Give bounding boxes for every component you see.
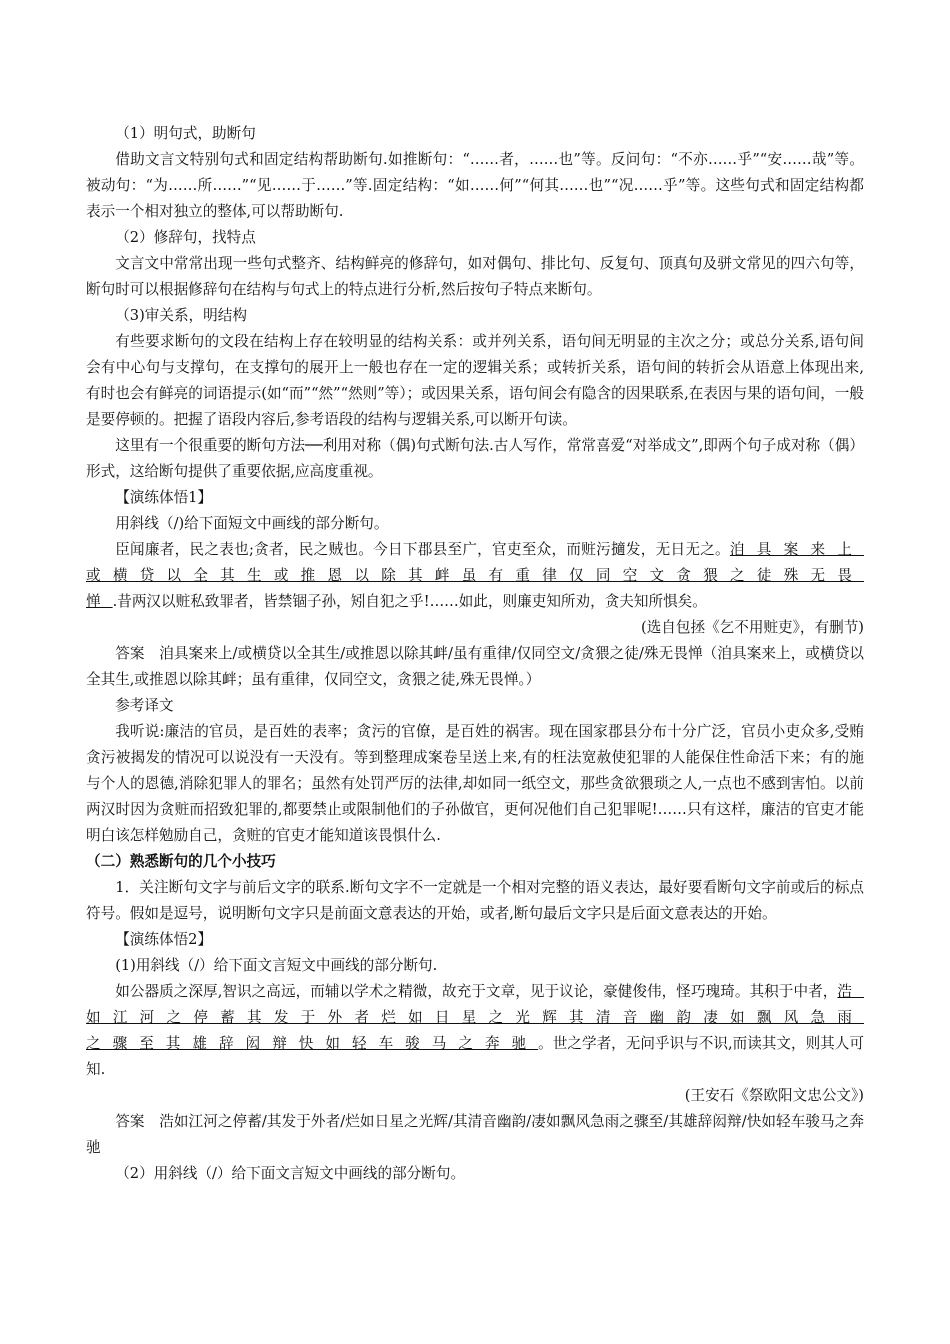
exercise-2-underlined-passage: 浩如江河之停蓄其发于外者烂如日星之光辉其清音幽韵凄如飘风急雨之骤至其雄辞闳辩快如轻车骏马之奔驰: [86, 983, 864, 1052]
exercise-1-translation-label: 参考译文: [115, 697, 174, 714]
exercise-1-underlined-passage: 洎具案来上或横贷以全其生或推恩以除其衅虽有重律仅同空文贪猥之徒殊无畏惮: [86, 541, 864, 610]
document-body: [86, 121, 864, 1187]
exercise-1-translation: 我听说:廉洁的官员，是百姓的表率；贪污的官僚，是百姓的祸害。现在国家郡县分布十分广泛，官员小吏众多,受贿贪污被揭发的情况可以说没有一天没有。等到整理成案卷呈送上来,有的枉法宽赦使犯罪的人能保住性命活下来；有的施与个人的恩德,消除犯罪人的罪名；虽然有处罚严厉的法律,却如同一纸空文，那些贪欲猥琐之人,一点也不感到害怕。以前两汉时因为贪赃而招致犯罪的,都要禁止或限制他们的子孙做官，更何况他们自己犯罪呢!……只有这样，廉洁的官吏才能明白该怎样勉励自己，贪赃的官吏才能知道该畏惧什么.: [86, 723, 864, 844]
section-2-title: （2）修辞句，找特点: [115, 229, 256, 246]
exercise-1-label: 【演练体悟1】: [115, 489, 213, 506]
exercise-1-answer: 答案 洎具案来上/或横贷以全其生/或推恩以除其衅/虽有重律/仅同空文/贪猥之徒/殊无畏惮（洎具案来上，或横贷以全其生,或推恩以除其衅；虽有重律，仅同空文，贪猥之徒,殊无畏惮。）: [86, 645, 864, 688]
section-3-title: （3)审关系，明结构: [115, 307, 247, 324]
section-1-title: （1）明句式，助断句: [115, 125, 256, 142]
exercise-1-source: (选自包拯《乞不用赃吏》，有删节): [641, 619, 864, 636]
section-3-note: 这里有一个很重要的断句方法──利用对称（偶)句式断句法.古人写作，常常喜爱“对举成文”,即两个句子成对称（偶）形式，这给断句提供了重要依据,应高度重视。: [86, 437, 864, 480]
exercise-2-source: (王安石《祭欧阳文忠公文》): [684, 1087, 864, 1104]
exercise-1-instruction: 用斜线（/)给下面短文中画线的部分断句。: [115, 515, 389, 532]
tip-1: 1．关注断句文字与前后文字的联系.断句文字不一定就是一个相对完整的语义表达，最好要看断句文字前或后的标点符号。假如是逗号，说明断句文字只是前面文意表达的开始，或者,断句最后文字只是后面文意表达的开始。: [86, 879, 864, 922]
section-3-text: 有些要求断句的文段在结构上存在较明显的结构关系：或并列关系，语句间无明显的主次之分；或总分关系,语句间会有中心句与支撑句，在支撑句的展开上一般也存在一定的逻辑关系；或转折关系，语句间的转折会从语意上体现出来,有时也会有鲜亮的词语提示(如“而”“然”“然则”等）；或因果关系，语句间会有隐含的因果联系,在表因与果的语句间，一般是要停顿的。把握了语段内容后,参考语段的结构与逻辑关系,可以断开句读。: [86, 333, 864, 428]
exercise-2-passage-after: 。世之学者，无问乎识与不识,而读其文，则其人可知.: [86, 1035, 864, 1078]
exercise-2-label: 【演练体悟2】: [115, 931, 213, 948]
exercise-2-answer: 答案 浩如江河之停蓄/其发于外者/烂如日星之光辉/其清音幽韵/凄如飘风急雨之骤至/其雄辞闳辩/快如轻车骏马之奔驰: [86, 1113, 864, 1156]
exercise-2-question-2: （2）用斜线（/）给下面文言短文中画线的部分断句。: [115, 1165, 466, 1182]
exercise-1-passage: [86, 537, 864, 615]
section-two-title: （二）熟悉断句的几个小技巧: [86, 853, 276, 870]
section-1-text: 借助文言文特别句式和固定结构帮助断句.如推断句：“……者，……也”等。反问句：“不亦……乎”“安……哉”等。被动句：“为……所……”“见……于……”等.固定结构：“如……何”“何其……也”“况……乎”等。这些句式和固定结构都表示一个相对独立的整体,可以帮助断句.: [86, 151, 864, 220]
exercise-2-passage: [86, 979, 864, 1083]
exercise-1-passage-after: .昔两汉以赃私致罪者，皆禁锢子孙，矧自犯之乎!……如此，则廉吏知所劝，贪夫知所惧矣。: [112, 593, 707, 610]
exercise-1-passage-before: 臣闻廉者，民之表也;贪者，民之贼也。今日下郡县至广，官吏至众，而赃污擿发，无日无之。: [115, 541, 730, 558]
exercise-2-question-1: (1)用斜线（/）给下面文言短文中画线的部分断句.: [115, 957, 438, 974]
exercise-2-passage-before: 如公器质之深厚,智识之高远，而辅以学术之精微，故充于文章，见于议论，豪健俊伟，怪巧瑰琦。其积于中者，: [115, 983, 838, 1000]
section-2-text: 文言文中常常出现一些句式整齐、结构鲜亮的修辞句，如对偶句、排比句、反复句、顶真句及骈文常见的四六句等，断句时可以根据修辞句在结构与句式上的特点进行分析,然后按句子特点来断句。: [86, 255, 864, 298]
